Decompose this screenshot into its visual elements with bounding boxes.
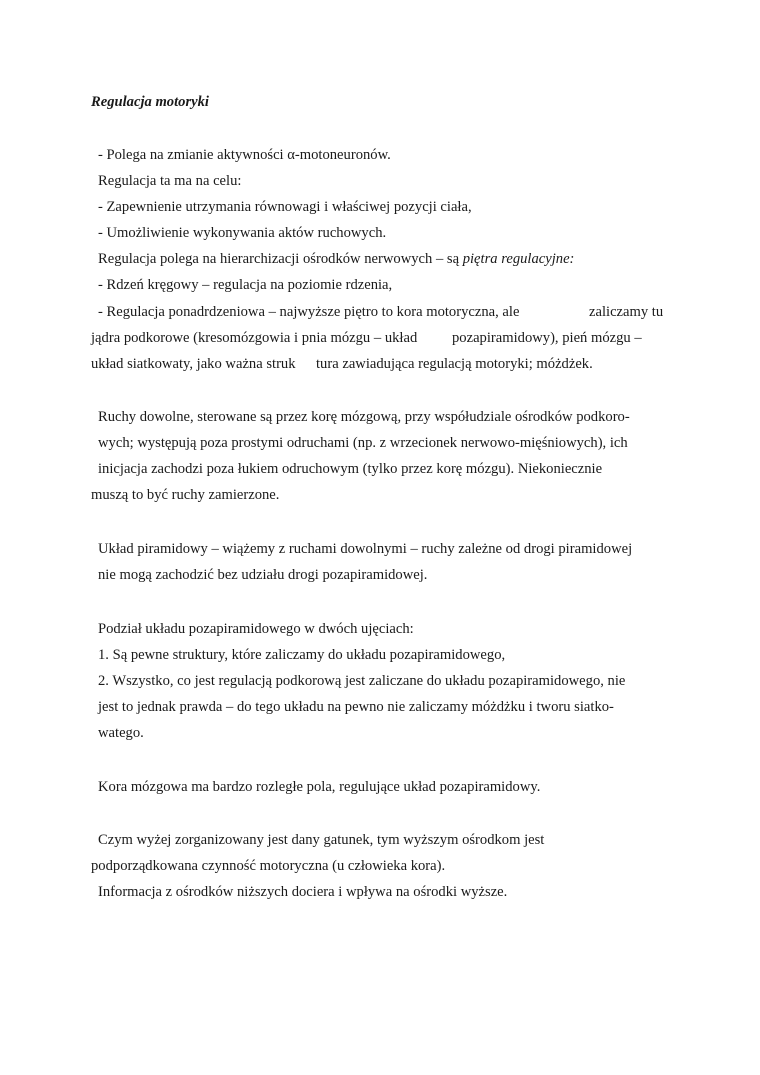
hierarchy-line-2: podporządkowana czynność motoryczna (u człowieka kora).: [91, 858, 446, 874]
voluntary-line-3: inicjacja zachodzi poza łukiem odruchowym (tylko przez korę mózgu). Niekoniecznie: [98, 461, 603, 477]
hierarchy-line-1: Czym wyżej zorganizowany jest dany gatunek, tym wyższym ośrodkom jest: [98, 832, 545, 848]
intro-line-2: Regulacja ta ma na celu:: [98, 173, 242, 189]
intro-line-5-text: Regulacja polega na hierarchizacji ośrodków nerwowych – są: [98, 251, 463, 267]
extrapyramidal-line-5: watego.: [98, 725, 144, 741]
intro-line-6: - Rdzeń kręgowy – regulacja na poziomie rdzenia,: [98, 277, 393, 293]
hierarchy-line-3: Informacja z ośrodków niższych dociera i wpływa na ośrodki wyższe.: [98, 884, 508, 900]
intro-line-5-emphasis: piętra regulacyjne:: [462, 251, 575, 267]
intro-line-7a: - Regulacja ponadrdzeniowa – najwyższe piętro to kora motoryczna, ale: [98, 304, 520, 320]
intro-line-8b: pozapiramidowy), pień mózgu –: [452, 330, 642, 346]
intro-line-8a: jądra podkorowe (kresomózgowia i pnia mózgu – układ: [91, 330, 418, 346]
voluntary-line-2: wych; występują poza prostymi odruchami (np. z wrzecionek nerwowo-mięśniowych), ich: [98, 435, 628, 451]
intro-line-1: - Polega na zmianie aktywności α-motoneuronów.: [98, 147, 391, 163]
intro-line-9a: układ siatkowaty, jako ważna struk: [91, 356, 296, 372]
extrapyramidal-line-3: 2. Wszystko, co jest regulacją podkorową jest zaliczane do układu pozapiramidowego, nie: [98, 673, 626, 689]
intro-line-4: - Umożliwienie wykonywania aktów ruchowych.: [98, 225, 387, 241]
intro-line-3: - Zapewnienie utrzymania równowagi i właściwej pozycji ciała,: [98, 199, 472, 215]
voluntary-line-4: muszą to być ruchy zamierzone.: [91, 487, 280, 503]
document-title: Regulacja motoryki: [91, 94, 209, 110]
extrapyramidal-line-4: jest to jednak prawda – do tego układu na pewno nie zaliczamy móżdżku i tworu siatko-: [98, 699, 614, 715]
intro-line-9b: tura zawiadująca regulacją motoryki; móżdżek.: [316, 356, 593, 372]
voluntary-line-1: Ruchy dowolne, sterowane są przez korę mózgową, przy współudziale ośrodków podkoro-: [98, 409, 630, 425]
extrapyramidal-line-1: Podział układu pozapiramidowego w dwóch ujęciach:: [98, 621, 414, 637]
pyramidal-line-2: nie mogą zachodzić bez udziału drogi pozapiramidowej.: [98, 567, 428, 583]
pyramidal-line-1: Układ piramidowy – wiążemy z ruchami dowolnymi – ruchy zależne od drogi piramidowej: [98, 541, 633, 557]
intro-line-5: [98, 250, 574, 268]
cortex-line-1: Kora mózgowa ma bardzo rozległe pola, regulujące układ pozapiramidowy.: [98, 779, 541, 795]
intro-line-7b: zaliczamy tu: [589, 304, 664, 320]
extrapyramidal-line-2: 1. Są pewne struktury, które zaliczamy do układu pozapiramidowego,: [98, 647, 506, 663]
